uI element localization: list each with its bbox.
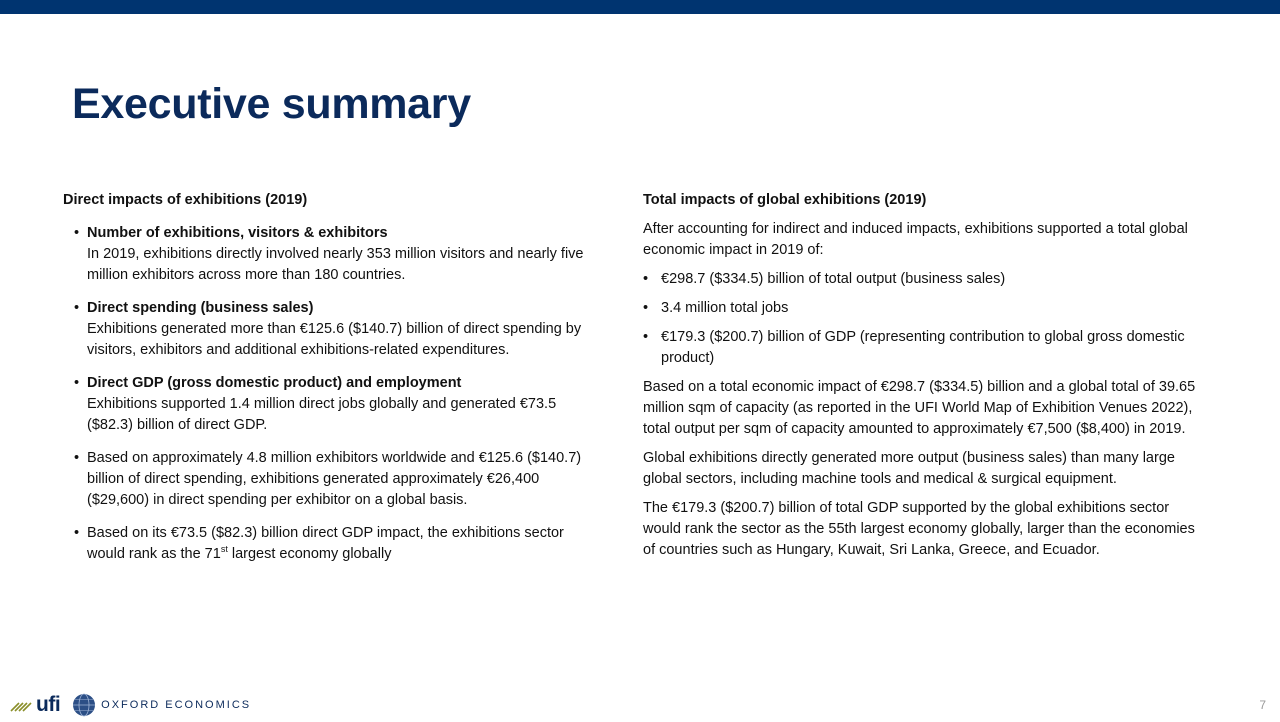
paragraph: Global exhibitions directly generated more output (business sales) than many large global sectors, including machine tools and medical & surgical equipment. bbox=[643, 450, 1175, 487]
globe-icon bbox=[72, 693, 96, 717]
list-item bbox=[63, 298, 593, 361]
ufi-stripes-icon bbox=[10, 698, 34, 712]
total-impacts-list bbox=[643, 269, 1203, 369]
page-title: Executive summary bbox=[72, 80, 471, 128]
direct-impacts-column bbox=[63, 190, 593, 577]
bullet-title: • Direct spending (business sales) bbox=[87, 300, 314, 316]
page-number: 7 bbox=[1259, 698, 1266, 712]
oxford-economics-logo bbox=[72, 693, 251, 717]
list-item: • €179.3 ($200.7) billion of GDP (representing contribution to global gross domestic product) bbox=[643, 327, 1203, 369]
bullet-text-end: largest economy globally bbox=[227, 546, 392, 562]
bullet-title: • Direct GDP (gross domestic product) and employment bbox=[87, 375, 462, 391]
ordinal-superscript: st bbox=[220, 544, 228, 555]
ufi-logo-text: ufi bbox=[36, 693, 61, 716]
top-banner-bar bbox=[0, 0, 1280, 14]
paragraph: The €179.3 ($200.7) billion of total GDP supported by the global exhibitions sector would rank the sector as the 55th largest economy globally, larger than the economies of countries such as Hungary, Kuwait, Sri Lanka, Greece, and Ecuador. bbox=[643, 500, 1195, 558]
bullet-text: Based on approximately 4.8 million exhibitors worldwide and €125.6 ($140.7) billion of direct spending, exhibitions generated approximately €26,400 ($29,600) in direct spending per exhibitor on a global basis. bbox=[87, 450, 582, 508]
list-item bbox=[63, 523, 593, 565]
footer-logos bbox=[10, 692, 251, 718]
ufi-logo bbox=[10, 693, 60, 717]
bullet-text: Based on its €73.5 ($82.3) billion direct GDP impact, the exhibitions sector would rank as the 71 bbox=[87, 525, 564, 562]
list-item: • 3.4 million total jobs bbox=[643, 298, 1203, 319]
paragraph: Based on a total economic impact of €298.7 ($334.5) billion and a global total of 39.65 million sqm of capacity (as reported in the UFI World Map of Exhibition Venues 2022), total output per sqm of capacity amounted to approximately €7,500 ($8,400) in 2019. bbox=[643, 379, 1196, 437]
bullet-title: • Number of exhibitions, visitors & exhibitors bbox=[87, 225, 388, 241]
direct-impacts-heading: Direct impacts of exhibitions (2019) bbox=[63, 192, 308, 208]
total-impacts-intro: After accounting for indirect and induced impacts, exhibitions supported a total global economic impact in 2019 of: bbox=[643, 221, 1188, 258]
oxford-economics-logo-text: OXFORD ECONOMICS bbox=[101, 699, 252, 711]
list-item bbox=[63, 373, 593, 436]
bullet-text: Exhibitions supported 1.4 million direct jobs globally and generated €73.5 ($82.3) billion of direct GDP. bbox=[87, 396, 557, 433]
bullet-text: In 2019, exhibitions directly involved nearly 353 million visitors and nearly five million exhibitors across more than 180 countries. bbox=[87, 246, 584, 283]
direct-impacts-list bbox=[63, 223, 593, 565]
total-impacts-heading: Total impacts of global exhibitions (2019) bbox=[643, 192, 927, 208]
bullet-text: Exhibitions generated more than €125.6 ($140.7) billion of direct spending by visitors, exhibitors and additional exhibitions-related expenditures. bbox=[87, 321, 582, 358]
total-impacts-column bbox=[643, 190, 1203, 569]
list-item bbox=[63, 223, 593, 286]
list-item bbox=[63, 448, 593, 511]
list-item: • €298.7 ($334.5) billion of total output (business sales) bbox=[643, 269, 1203, 290]
